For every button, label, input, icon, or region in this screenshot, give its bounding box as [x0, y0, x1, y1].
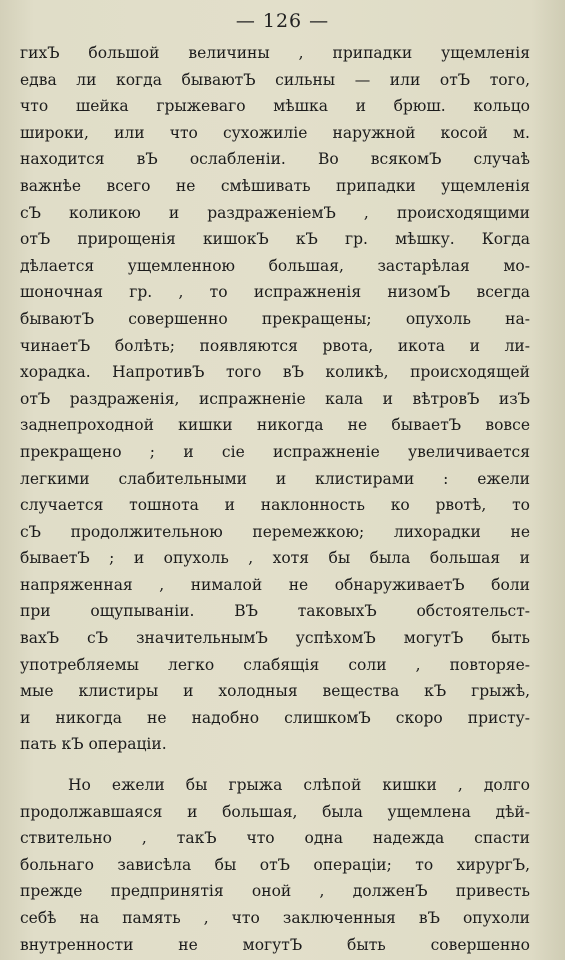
- text-line: хорадка. НапротивЪ того вЪ коликѣ, происходящей: [20, 363, 530, 382]
- paragraph-2: [20, 772, 530, 958]
- paragraph-gap: [20, 758, 530, 772]
- text-line: продолжавшаяся и большая, была ущемлена дѣй-: [20, 802, 530, 821]
- paragraph-1: [20, 40, 530, 758]
- text-line: вахЪ сЪ значительнымЪ успѣхомЪ могутЪ быть: [20, 629, 530, 648]
- text-line: прекращено ; и сіе испражненіе увеличивается: [20, 442, 530, 461]
- text-line: легкими слабительными и клистирами : ежели: [20, 469, 530, 488]
- text-line: Но ежели бы грыжа слѣпой кишки , долго: [68, 776, 530, 795]
- text-line: едва ли когда бываютЪ сильны — или отЪ того,: [20, 70, 530, 89]
- text-line: больнаго зависѣла бы отЪ операціи; то хирургЪ,: [20, 855, 530, 874]
- text-line: случается тошнота и наклонность ко рвотѣ, то: [20, 496, 530, 515]
- text-line: что шейка грыжеваго мѣшка и брюш. кольцо: [20, 97, 530, 116]
- text-line: отЪ прирощенія кишокЪ кЪ гр. мѣшку. Когда: [20, 230, 530, 249]
- text-line: отЪ раздраженія, испражненіе кала и вѣтровЪ изЪ: [20, 389, 530, 408]
- body-text: [20, 40, 530, 958]
- text-line: употребляемы легко слабящія соли , повторяе-: [20, 655, 530, 674]
- text-line: важнѣе всего не смѣшивать припадки ущемленія: [20, 176, 530, 195]
- text-line: ствительно , такЪ что одна надежда спасти: [20, 829, 530, 848]
- text-line: напряженная , нималой не обнаруживаетЪ боли: [20, 575, 530, 594]
- text-line: шоночная гр. , то испражненія низомЪ всегда: [20, 283, 530, 302]
- text-line: чинаетЪ болѣть; появляются рвота, икота и ли-: [20, 336, 530, 355]
- text-line: широки, или что сухожиліе наружной косой м.: [20, 123, 530, 142]
- text-line: прежде предпринятія оной , долженЪ привесть: [20, 882, 530, 901]
- text-line: и никогда не надобно слишкомЪ скоро присту-: [20, 708, 530, 727]
- text-line: гихЪ большой величины , припадки ущемленія: [20, 44, 530, 62]
- text-line: заднепроходной кишки никогда не бываетЪ вовсе: [20, 416, 530, 435]
- text-line: находится вЪ ослабленіи. Во всякомЪ случаѣ: [20, 150, 530, 169]
- text-line: себѣ на память , что заключенныя вЪ опухоли: [20, 909, 530, 927]
- text-line: дѣлается ущемленною большая, застарѣлая мо-: [20, 256, 530, 275]
- text-line: пать кЪ операціи.: [20, 735, 167, 754]
- text-line: сЪ коликою и раздраженіемЪ , происходящими: [20, 203, 530, 222]
- text-line: бываютЪ совершенно прекращены; опухоль на-: [20, 309, 530, 328]
- page-number: — 126 —: [235, 10, 330, 32]
- text-line: при ощупываніи. ВЪ таковыхЪ обстоятельст-: [20, 602, 530, 621]
- text-line: бываетЪ ; и опухоль , хотя бы была большая и: [20, 549, 530, 568]
- text-line: внутренности не могутЪ быть совершенно: [20, 935, 530, 954]
- text-line: сЪ продолжительною перемежкою; лихорадки не: [20, 522, 530, 541]
- text-line: мые клистиры и холодныя вещества кЪ грыжѣ,: [20, 682, 530, 701]
